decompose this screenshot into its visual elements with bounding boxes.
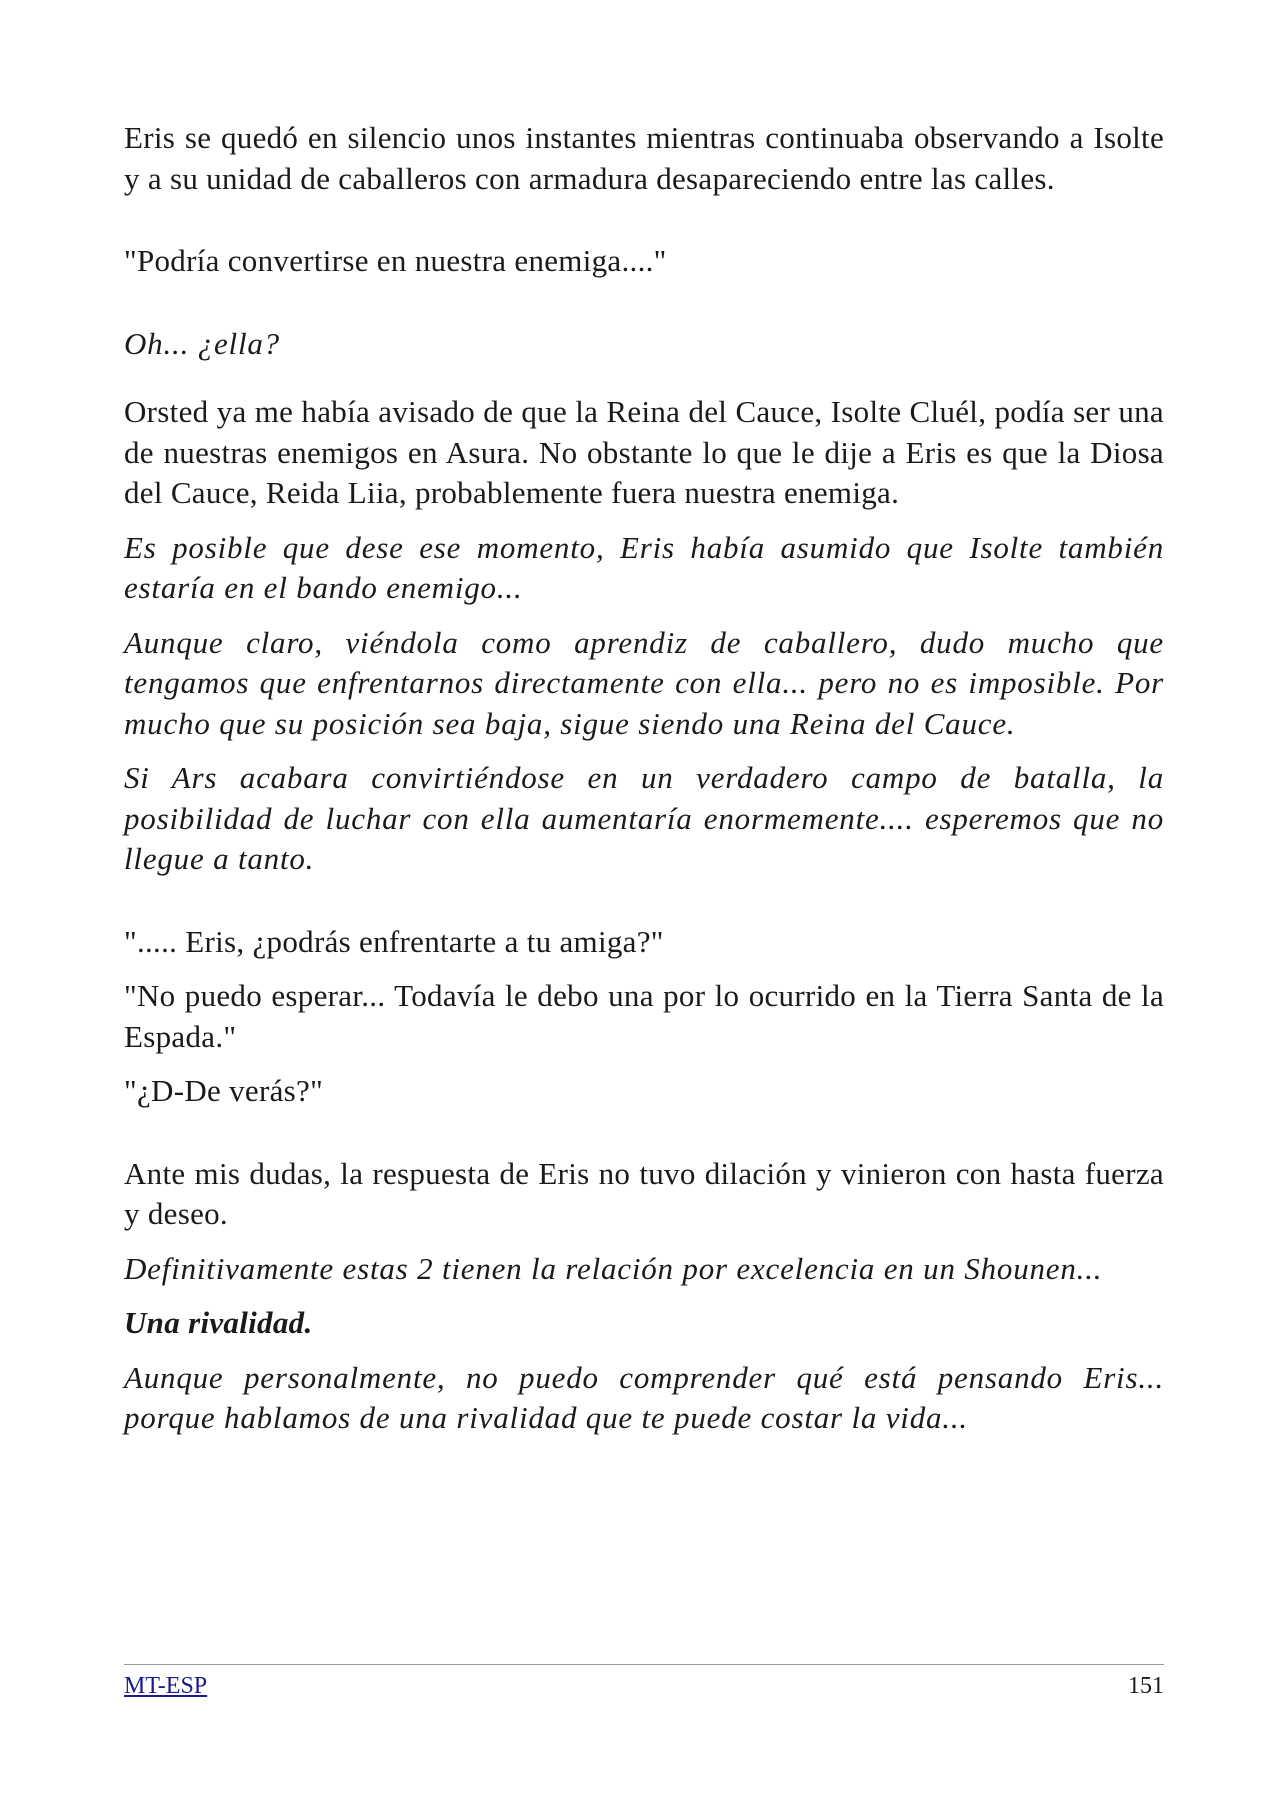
paragraph-9: "No puedo esperar... Todavía le debo una por lo ocurrido en la Tierra Santa de la Espada."	[124, 978, 1164, 1054]
paragraph-5: Es posible que dese ese momento, Eris había asumido que Isolte también estaría en el bando enemigo...	[124, 529, 1164, 605]
paragraph-3: Oh... ¿ella?	[124, 325, 280, 361]
document-body	[124, 118, 1164, 1439]
paragraph-13: Una rivalidad.	[124, 1305, 313, 1340]
paragraph-12: Definitivamente estas 2 tienen la relación por excelencia en un Shounen...	[124, 1250, 1103, 1286]
paragraph-6: Aunque claro, viéndola como aprendiz de caballero, dudo mucho que tengamos que enfrentarnos directamente con ella... pero no es imposible. Por mucho que su posición sea baja, sigue siendo una Reina del Cauce.	[124, 624, 1164, 741]
paragraph-8: "..... Eris, ¿podrás enfrentarte a tu amiga?"	[124, 923, 664, 959]
paragraph-1: Eris se quedó en silencio unos instantes mientras continuaba observando a Isolte y a su unidad de caballeros con armadura desapareciendo entre las calles.	[124, 120, 1164, 196]
paragraph-14: Aunque personalmente, no puedo comprender qué está pensando Eris... porque hablamos de una rivalidad que te puede costar la vida...	[124, 1359, 1164, 1435]
footer-link[interactable]: MT-ESP	[124, 1673, 208, 1699]
paragraph-7: Si Ars acabara convirtiéndose en un verdadero campo de batalla, la posibilidad de luchar con ella aumentaría enormemente.... esperemos que no llegue a tanto.	[124, 760, 1164, 876]
page-footer	[124, 1664, 1164, 1701]
paragraph-4: Orsted ya me había avisado de que la Reina del Cauce, Isolte Cluél, podía ser una de nuestras enemigos en Asura. No obstante lo que le dije a Eris es que la Diosa del Cauce, Reida Liia, probablemente fuera nuestra enemiga.	[124, 394, 1164, 510]
paragraph-2: "Podría convertirse en nuestra enemiga...."	[124, 243, 667, 278]
paragraph-10: "¿D-De verás?"	[124, 1073, 324, 1108]
paragraph-11: Ante mis dudas, la respuesta de Eris no tuvo dilación y vinieron con hasta fuerza y deseo.	[124, 1155, 1164, 1231]
page-number: 151	[1128, 1673, 1164, 1699]
